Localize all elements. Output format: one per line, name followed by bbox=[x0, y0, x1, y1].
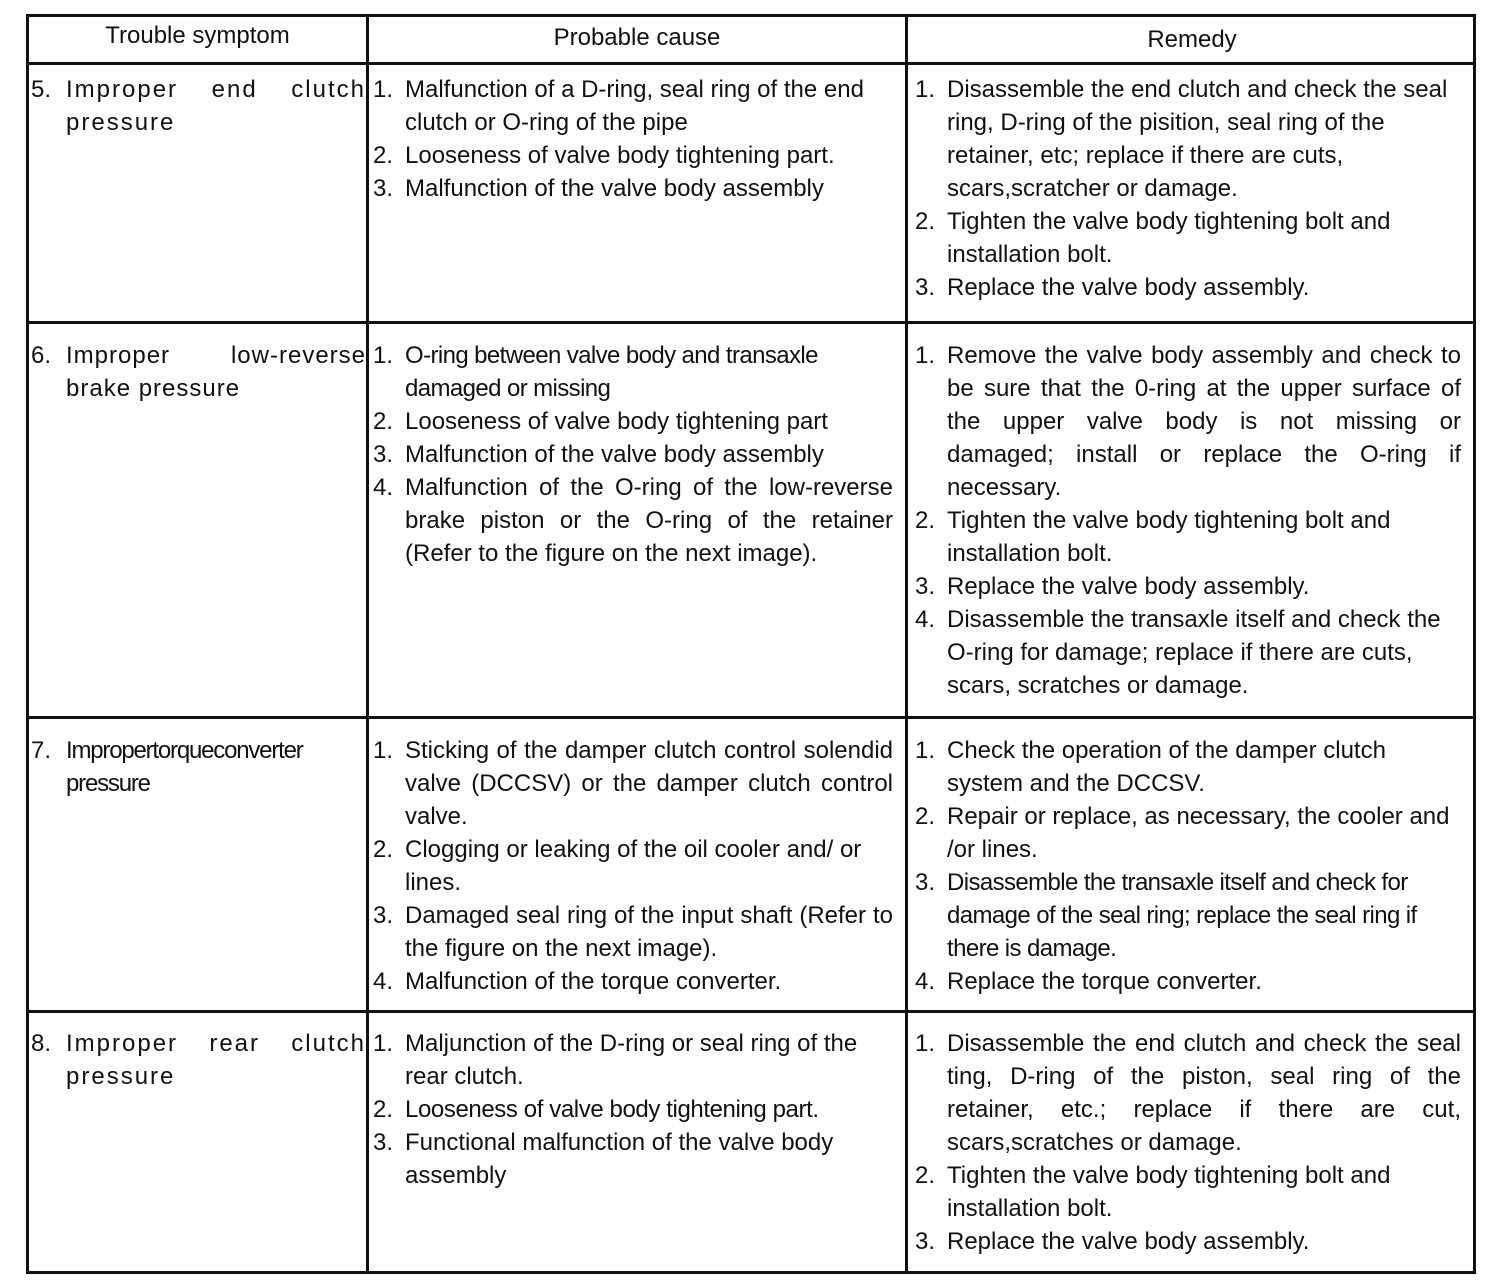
list-item bbox=[373, 471, 893, 570]
symptom-number: 7. bbox=[31, 737, 52, 764]
item-number: 2. bbox=[373, 836, 394, 863]
symptom-text: Improper low-reverse brake pressure bbox=[66, 342, 366, 402]
symptom-cell bbox=[29, 339, 366, 405]
item-number: 2. bbox=[915, 507, 936, 534]
symptom-number: 8. bbox=[31, 1030, 52, 1057]
item-number: 3. bbox=[373, 1129, 394, 1156]
item-number: 2. bbox=[373, 142, 394, 169]
item-text: Disassemble the end clutch and check the seal ting, D-ring of the piston, seal ring of the retainer, etc.; replace if there are cut, scars,scratches or damage. bbox=[947, 1030, 1461, 1156]
item-text: Maljunction of the D-ring or seal ring of the rear clutch. bbox=[405, 1030, 858, 1090]
symptom-text: Improper rear clutch pressure bbox=[66, 1030, 366, 1090]
row-divider bbox=[29, 1010, 1473, 1013]
item-text: O-ring between valve body and transaxle damaged or missing bbox=[405, 342, 818, 402]
item-text: Sticking of the damper clutch control solendid valve (DCCSV) or the damper clutch control valve. bbox=[405, 737, 893, 830]
item-number: 4. bbox=[915, 968, 936, 995]
item-number: 4. bbox=[915, 606, 936, 633]
item-number: 1. bbox=[373, 737, 394, 764]
list-item bbox=[373, 172, 893, 205]
symptom-cell bbox=[29, 734, 366, 800]
item-text: Replace the valve body assembly. bbox=[947, 274, 1310, 301]
list-item bbox=[373, 405, 893, 438]
remedy-cell bbox=[915, 734, 1461, 998]
table-row bbox=[29, 734, 366, 800]
column-divider-2 bbox=[905, 17, 908, 1271]
header-remedy: Remedy bbox=[1147, 26, 1237, 53]
table-row bbox=[29, 339, 366, 405]
item-text: Looseness of valve body tightening part. bbox=[405, 142, 835, 169]
cause-cell bbox=[373, 734, 893, 998]
symptom-text: Impropertorqueconverter pressure bbox=[66, 737, 303, 797]
item-number: 1. bbox=[373, 1030, 394, 1057]
remedy-cell bbox=[915, 1027, 1461, 1258]
table-row bbox=[29, 73, 366, 139]
item-text: Malfunction of the valve body assembly bbox=[405, 175, 824, 202]
row-divider bbox=[29, 321, 1473, 324]
item-text: Repair or replace, as necessary, the cooler and /or lines. bbox=[947, 803, 1450, 863]
list-item bbox=[915, 570, 1461, 603]
item-number: 2. bbox=[915, 803, 936, 830]
list-item bbox=[915, 800, 1461, 866]
item-text: Disassemble the end clutch and check the seal ring, D-ring of the pisition, seal ring of the retainer, etc; replace if there are cuts, scars,scratcher or damage. bbox=[947, 76, 1448, 202]
item-text: Disassemble the transaxle itself and check the O-ring for damage; replace if there are cuts, scars, scratches or damage. bbox=[947, 606, 1441, 699]
list-item bbox=[373, 438, 893, 471]
list-item bbox=[373, 1093, 893, 1126]
item-number: 1. bbox=[373, 76, 394, 103]
item-number: 2. bbox=[373, 1096, 394, 1123]
item-number: 1. bbox=[915, 342, 936, 369]
item-number: 2. bbox=[915, 1162, 936, 1189]
item-number: 1. bbox=[373, 342, 394, 369]
list-item bbox=[915, 73, 1461, 205]
list-item bbox=[373, 734, 893, 833]
item-text: Damaged seal ring of the input shaft (Refer to the figure on the next image). bbox=[405, 902, 893, 962]
list-item bbox=[915, 603, 1461, 702]
cause-cell bbox=[373, 339, 893, 570]
table-row bbox=[29, 1027, 366, 1093]
item-number: 3. bbox=[373, 175, 394, 202]
list-item bbox=[373, 1027, 893, 1093]
symptom-number: 6. bbox=[31, 342, 52, 369]
list-item bbox=[373, 139, 893, 172]
item-text: Malfunction of a D-ring, seal ring of the end clutch or O-ring of the pipe bbox=[405, 76, 864, 136]
item-text: Malfunction of the O-ring of the low-reverse brake piston or the O-ring of the retainer (Refer to the figure on the next image). bbox=[405, 474, 893, 567]
item-number: 3. bbox=[373, 441, 394, 468]
remedy-cell bbox=[915, 339, 1461, 702]
item-text: Replace the valve body assembly. bbox=[947, 573, 1310, 600]
list-item bbox=[915, 1159, 1461, 1225]
list-item bbox=[373, 833, 893, 899]
item-text: Check the operation of the damper clutch system and the DCCSV. bbox=[947, 737, 1386, 797]
item-number: 3. bbox=[915, 573, 936, 600]
list-item bbox=[915, 866, 1461, 965]
list-item bbox=[373, 899, 893, 965]
item-text: Clogging or leaking of the oil cooler and/ or lines. bbox=[405, 836, 862, 896]
item-number: 3. bbox=[915, 1228, 936, 1255]
row-divider bbox=[29, 716, 1473, 719]
item-text: Malfunction of the torque converter. bbox=[405, 968, 782, 995]
symptom-cell bbox=[29, 1027, 366, 1093]
item-text: Tighten the valve body tightening bolt and installation bolt. bbox=[947, 208, 1391, 268]
list-item bbox=[915, 1027, 1461, 1159]
item-number: 3. bbox=[915, 869, 936, 896]
list-item bbox=[915, 271, 1461, 304]
list-item bbox=[915, 205, 1461, 271]
item-text: Disassemble the transaxle itself and check for damage of the seal ring; replace the seal ring if there is damage. bbox=[947, 869, 1417, 962]
list-item bbox=[373, 1126, 893, 1192]
item-number: 4. bbox=[373, 968, 394, 995]
item-text: Replace the torque converter. bbox=[947, 968, 1262, 995]
item-text: Tighten the valve body tightening bolt and installation bolt. bbox=[947, 1162, 1391, 1222]
list-item bbox=[373, 965, 893, 998]
cause-cell bbox=[373, 1027, 893, 1192]
item-text: Tighten the valve body tightening bolt and installation bolt. bbox=[947, 507, 1391, 567]
list-item bbox=[373, 73, 893, 139]
list-item bbox=[915, 965, 1461, 998]
item-text: Functional malfunction of the valve body assembly bbox=[405, 1129, 834, 1189]
item-number: 1. bbox=[915, 737, 936, 764]
item-number: 2. bbox=[373, 408, 394, 435]
cause-cell bbox=[373, 73, 893, 205]
item-number: 1. bbox=[915, 76, 936, 103]
item-number: 4. bbox=[373, 474, 394, 501]
header-trouble-symptom: Trouble symptom bbox=[105, 22, 290, 49]
column-divider-1 bbox=[366, 17, 369, 1271]
header-probable-cause: Probable cause bbox=[553, 24, 721, 51]
item-number: 2. bbox=[915, 208, 936, 235]
list-item bbox=[373, 339, 893, 405]
symptom-text: Improper end clutch pressure bbox=[66, 76, 366, 136]
list-item bbox=[915, 339, 1461, 504]
item-text: Looseness of valve body tightening part. bbox=[405, 1096, 819, 1123]
troubleshooting-table bbox=[26, 14, 1476, 1274]
item-number: 1. bbox=[915, 1030, 936, 1057]
item-number: 3. bbox=[373, 902, 394, 929]
list-item bbox=[915, 504, 1461, 570]
item-text: Looseness of valve body tightening part bbox=[405, 408, 828, 435]
list-item bbox=[915, 1225, 1461, 1258]
remedy-cell bbox=[915, 73, 1461, 304]
item-text: Malfunction of the valve body assembly bbox=[405, 441, 824, 468]
symptom-cell bbox=[29, 73, 366, 139]
item-number: 3. bbox=[915, 274, 936, 301]
list-item bbox=[915, 734, 1461, 800]
symptom-number: 5. bbox=[31, 76, 52, 103]
item-text: Replace the valve body assembly. bbox=[947, 1228, 1310, 1255]
item-text: Remove the valve body assembly and check to be sure that the 0-ring at the upper surface of the upper valve body is not missing or damaged; install or replace the O-ring if necessary. bbox=[947, 342, 1461, 501]
